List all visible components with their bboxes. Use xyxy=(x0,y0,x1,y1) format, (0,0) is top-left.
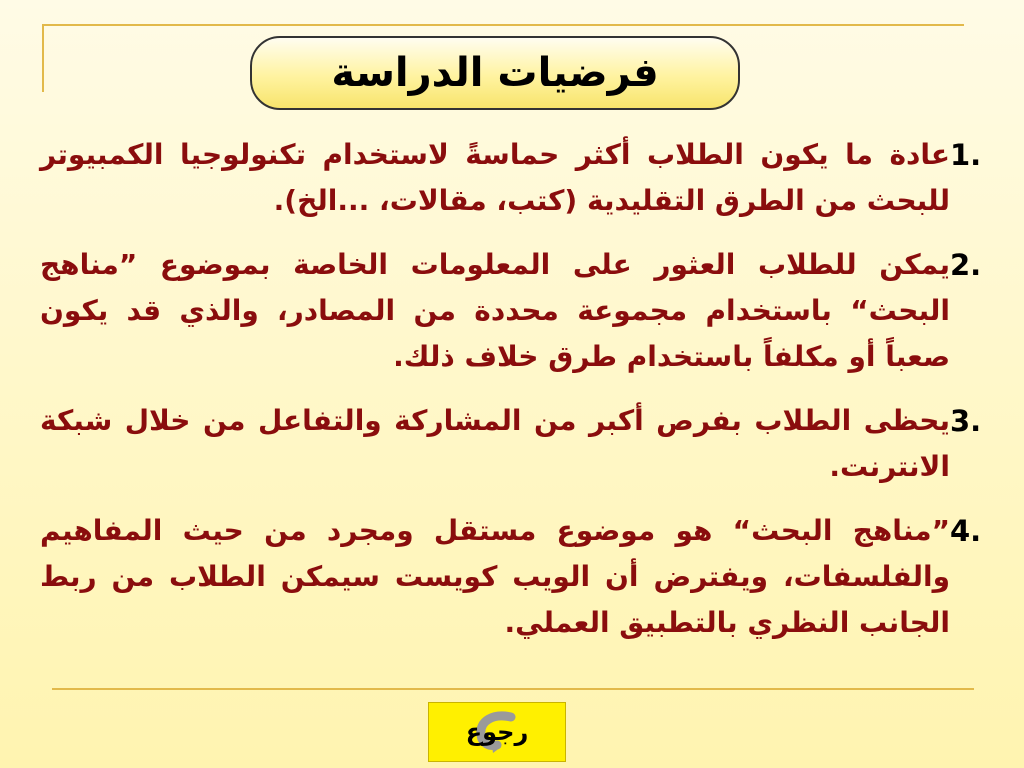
list-item xyxy=(40,508,990,646)
bottom-rule xyxy=(52,688,974,690)
left-rule xyxy=(42,24,44,92)
list-item xyxy=(40,242,990,380)
item-text: يمكن للطلاب العثور على المعلومات الخاصة بموضوع ”مناهج البحث“ باستخدام مجموعة محددة من المصادر، والذي قد يكون صعباً أو مكلفاً باستخدام طرق خلاف ذلك. xyxy=(40,248,950,373)
list-item xyxy=(40,398,990,490)
back-button[interactable] xyxy=(428,702,566,762)
item-text: يحظى الطلاب بفرص أكبر من المشاركة والتفاعل من خلال شبكة الانترنت. xyxy=(40,404,950,483)
list-item xyxy=(40,132,990,224)
item-number: 2. xyxy=(950,248,982,282)
item-number: 4. xyxy=(950,514,982,548)
item-number: 3. xyxy=(950,404,982,438)
item-text: ”مناهج البحث“ هو موضوع مستقل ومجرد من حيث المفاهيم والفلسفات، ويفترض أن الويب كويست سيمكن الطلاب من ربط الجانب النظري بالتطبيق العملي. xyxy=(40,514,950,639)
slide-title: فرضيات الدراسة xyxy=(331,50,659,96)
title-box xyxy=(250,36,740,110)
hypotheses-list xyxy=(40,132,990,664)
top-rule xyxy=(42,24,964,26)
item-text: عادة ما يكون الطلاب أكثر حماسةً لاستخدام تكنولوجيا الكمبيوتر للبحث من الطرق التقليدية (كتب، مقالات، ...الخ). xyxy=(40,138,950,217)
back-button-label: رجوع xyxy=(465,718,529,746)
item-number: 1. xyxy=(950,138,982,172)
